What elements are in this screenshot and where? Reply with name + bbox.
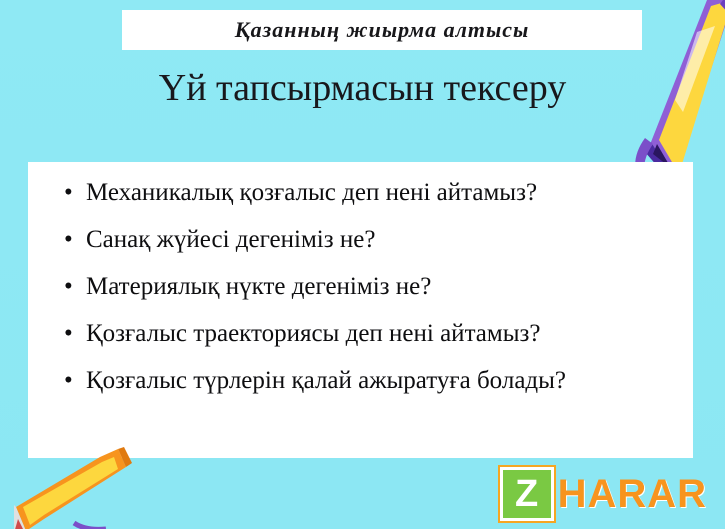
bullet-icon: • bbox=[64, 179, 73, 206]
list-item bbox=[34, 227, 693, 252]
logo-text: HARAR bbox=[557, 471, 707, 516]
list-item-text: Материялық нүкте дегеніміз не? bbox=[86, 273, 432, 300]
bullet-icon: • bbox=[64, 273, 73, 300]
pencil-decoration-bottom-left bbox=[14, 445, 184, 529]
list-item-text: Санақ жүйесі дегеніміз не? bbox=[86, 226, 376, 253]
list-item bbox=[34, 274, 693, 299]
questions-list bbox=[28, 162, 693, 393]
list-item-text: Қозғалыс түрлерін қалай ажыратуға болады? bbox=[86, 367, 567, 394]
zharar-logo bbox=[500, 465, 707, 523]
logo-mark: Z bbox=[500, 467, 554, 521]
list-item bbox=[34, 321, 693, 346]
bullet-icon: • bbox=[64, 320, 73, 347]
list-item-text: Механикалық қозғалыс деп нені айтамыз? bbox=[86, 179, 538, 206]
bullet-icon: • bbox=[64, 226, 73, 253]
list-item-text: Қозғалыс траекториясы деп нені айтамыз? bbox=[86, 320, 541, 347]
page-title: Үй тапсырмасын тексеру bbox=[158, 67, 567, 109]
date-banner-text: Қазанның жиырма алтысы bbox=[234, 17, 530, 42]
list-item bbox=[34, 368, 693, 393]
list-item bbox=[34, 180, 693, 205]
bullet-icon: • bbox=[64, 367, 73, 394]
questions-panel bbox=[28, 162, 693, 458]
date-banner bbox=[122, 10, 642, 50]
